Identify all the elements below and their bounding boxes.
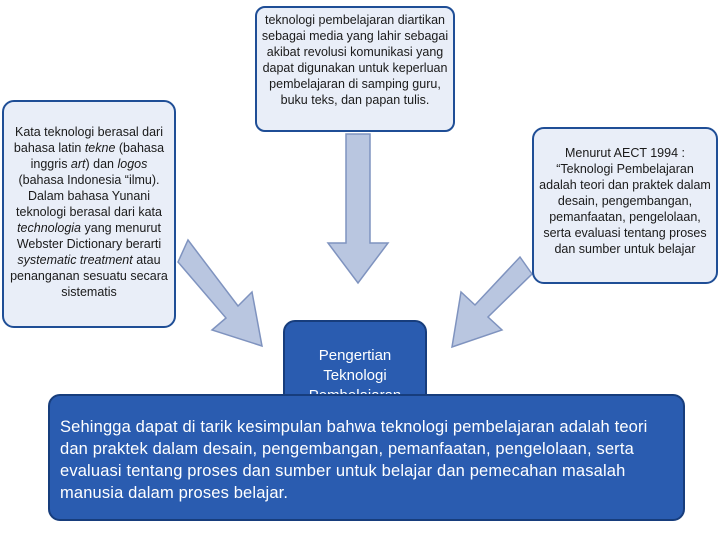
aect-definition-text: Menurut AECT 1994 : “Teknologi Pembelajaran adalah teori dan praktek dalam desain, pengembangan, pemanfaatan, pengelolaan, serta evaluasi tentang proses dan sumber untuk belajar: [539, 146, 711, 256]
arrow-from-left-icon: [178, 240, 262, 346]
definition-aect-box: [532, 127, 718, 284]
definition-etymology-box: [2, 100, 176, 328]
arrow-from-top-icon: [328, 134, 388, 283]
central-concept-title: Pengertian Teknologi: [318, 347, 392, 384]
conclusion-box: [48, 394, 685, 521]
arrow-from-right-icon: [452, 257, 532, 347]
media-definition-text: teknologi pembelajaran diartikan sebagai media yang lahir sebagai akibat revolusi komunikasi yang dapat digunakan untuk keperluan pembelajaran di samping guru, buku teks, dan papan tulis.: [261, 13, 449, 107]
definition-media-box: [255, 6, 455, 132]
etymology-text: Kata teknologi berasal dari bahasa latin tekne (bahasa inggris art) dan logos (bahasa Indonesia “ilmu). Dalam bahasa Yunani teknologi berasal dari kata technologia yang menurut Webster Dictionary berarti systematic treatment atau penanganan sesuatu secara sistematis: [10, 125, 168, 299]
conclusion-text: Sehingga dapat di tarik kesimpulan bahwa teknologi pembelajaran adalah teori dan praktek dalam desain, pengembangan, pemanfaatan, pengelolaan, serta evaluasi tentang proses dan sumber untuk belajar dan pemecahan masalah manusia dalam proses belajar.: [60, 418, 648, 502]
